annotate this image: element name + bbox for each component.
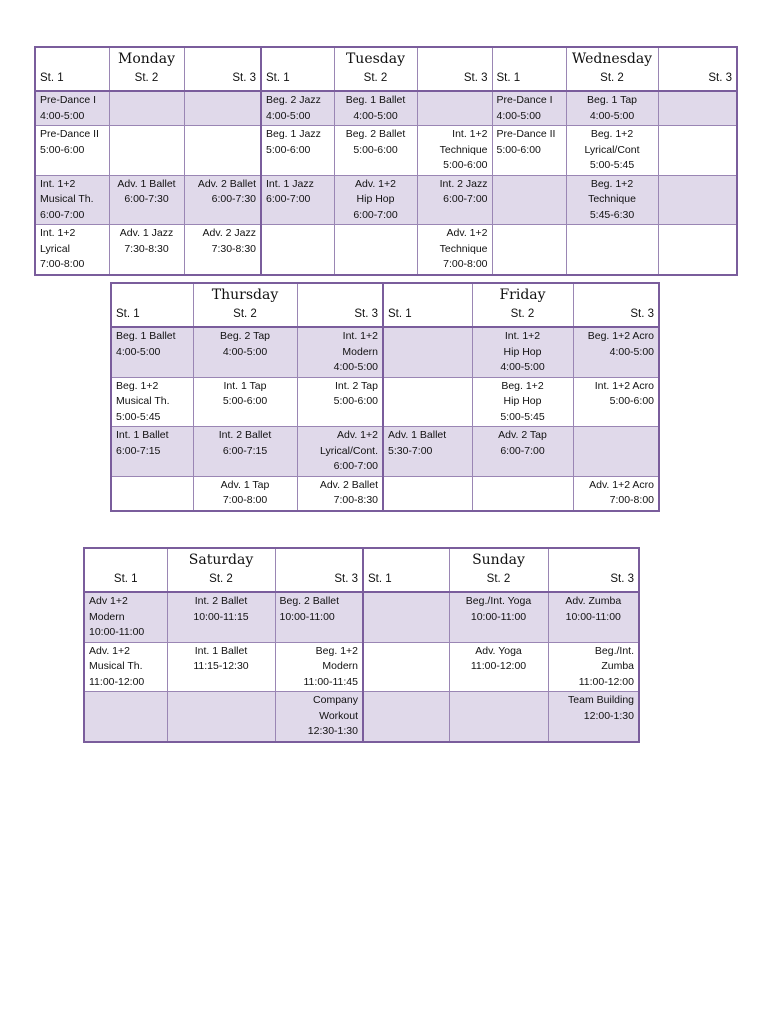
class-cell: Adv. 1 Jazz 7:30-8:30 xyxy=(109,225,184,275)
class-cell xyxy=(167,692,275,742)
class-cell: Int. 1+2 Technique 5:00-6:00 xyxy=(417,126,492,176)
class-cell: Beg. 2 Ballet 5:00-6:00 xyxy=(334,126,417,176)
table-row xyxy=(111,327,659,377)
class-cell: Beg. 1 Tap 4:00-5:00 xyxy=(566,91,658,126)
studio-3-header: St. 3 xyxy=(548,572,639,592)
day-thursday: Thursday xyxy=(193,283,297,307)
class-cell: Adv 1+2 Modern 10:00-11:00 xyxy=(84,592,167,642)
class-cell: Int. 1+2 Lyrical 7:00-8:00 xyxy=(35,225,109,275)
day-sunday: Sunday xyxy=(449,548,548,572)
class-cell: Int. 1+2 Modern 4:00-5:00 xyxy=(297,327,383,377)
class-cell: Pre-Dance I 4:00-5:00 xyxy=(492,91,566,126)
table-row xyxy=(111,377,659,427)
class-cell: Pre-Dance II 5:00-6:00 xyxy=(35,126,109,176)
studio-1-header: St. 1 xyxy=(363,572,449,592)
class-cell: Int. 2 Tap 5:00-6:00 xyxy=(297,377,383,427)
class-cell xyxy=(261,225,334,275)
class-cell xyxy=(184,91,261,126)
studio-2-header: St. 2 xyxy=(193,307,297,327)
day-tuesday: Tuesday xyxy=(334,47,417,71)
class-cell: Int. 2 Ballet 10:00-11:15 xyxy=(167,592,275,642)
table-row xyxy=(84,692,639,742)
class-cell: Beg. 1 Jazz 5:00-6:00 xyxy=(261,126,334,176)
class-cell: Adv. 2 Jazz 7:30-8:30 xyxy=(184,225,261,275)
class-cell: Adv. 1 Tap 7:00-8:00 xyxy=(193,476,297,511)
class-cell xyxy=(573,427,659,477)
class-cell xyxy=(363,692,449,742)
class-cell xyxy=(84,692,167,742)
class-cell xyxy=(383,377,472,427)
studio-2-header: St. 2 xyxy=(449,572,548,592)
table-row xyxy=(35,91,737,126)
studio-3-header: St. 3 xyxy=(184,71,261,91)
day-monday: Monday xyxy=(109,47,184,71)
studio-3-header: St. 3 xyxy=(658,71,737,91)
class-cell: Beg. 1+2 Hip Hop 5:00-5:45 xyxy=(472,377,573,427)
table-row xyxy=(111,476,659,511)
class-cell xyxy=(109,126,184,176)
class-cell xyxy=(334,225,417,275)
class-cell: Beg. 1+2 Lyrical/Cont 5:00-5:45 xyxy=(566,126,658,176)
class-cell: Pre-Dance II 5:00-6:00 xyxy=(492,126,566,176)
class-cell: Company Workout 12:30-1:30 xyxy=(275,692,363,742)
class-cell: Adv. 1+2 Acro 7:00-8:00 xyxy=(573,476,659,511)
class-cell: Beg. 1+2 Acro 4:00-5:00 xyxy=(573,327,659,377)
class-cell: Int. 2 Ballet 6:00-7:15 xyxy=(193,427,297,477)
class-cell: Adv. 1 Ballet 6:00-7:30 xyxy=(109,175,184,225)
class-cell xyxy=(184,126,261,176)
class-cell xyxy=(658,175,737,225)
class-cell xyxy=(363,592,449,642)
studio-3-header: St. 3 xyxy=(417,71,492,91)
class-cell: Beg./Int. Yoga 10:00-11:00 xyxy=(449,592,548,642)
class-cell: Int. 1+2 Musical Th. 6:00-7:00 xyxy=(35,175,109,225)
studio-1-header: St. 1 xyxy=(383,307,472,327)
class-cell: Adv. 1+2 Technique 7:00-8:00 xyxy=(417,225,492,275)
class-cell: Adv. 1+2 Musical Th. 11:00-12:00 xyxy=(84,642,167,692)
class-cell: Adv. Zumba 10:00-11:00 xyxy=(548,592,639,642)
class-cell: Int. 1 Tap 5:00-6:00 xyxy=(193,377,297,427)
class-cell: Adv. 1+2 Hip Hop 6:00-7:00 xyxy=(334,175,417,225)
studio-1-header: St. 1 xyxy=(261,71,334,91)
table-row xyxy=(111,427,659,477)
class-cell: Int. 1 Ballet 6:00-7:15 xyxy=(111,427,193,477)
class-cell xyxy=(363,642,449,692)
class-cell: Int. 1 Ballet 11:15-12:30 xyxy=(167,642,275,692)
studio-2-header: St. 2 xyxy=(566,71,658,91)
class-cell xyxy=(658,225,737,275)
class-cell: Beg. 1+2 Musical Th. 5:00-5:45 xyxy=(111,377,193,427)
class-cell: Beg. 2 Jazz 4:00-5:00 xyxy=(261,91,334,126)
studio-2-header: St. 2 xyxy=(109,71,184,91)
class-cell xyxy=(658,91,737,126)
table-row xyxy=(84,642,639,692)
studio-1-header: St. 1 xyxy=(111,307,193,327)
class-cell: Adv. Yoga 11:00-12:00 xyxy=(449,642,548,692)
table-row xyxy=(84,592,639,642)
class-cell: Beg. 1+2 Technique 5:45-6:30 xyxy=(566,175,658,225)
class-cell: Beg./Int. Zumba 11:00-12:00 xyxy=(548,642,639,692)
class-cell: Int. 1+2 Hip Hop 4:00-5:00 xyxy=(472,327,573,377)
table-row xyxy=(35,175,737,225)
class-cell: Adv. 1+2 Lyrical/Cont. 6:00-7:00 xyxy=(297,427,383,477)
class-cell xyxy=(111,476,193,511)
class-cell xyxy=(109,91,184,126)
class-cell xyxy=(417,91,492,126)
class-cell: Beg. 1 Ballet 4:00-5:00 xyxy=(111,327,193,377)
class-cell: Adv. 1 Ballet 5:30-7:00 xyxy=(383,427,472,477)
class-cell: Pre-Dance I 4:00-5:00 xyxy=(35,91,109,126)
studio-3-header: St. 3 xyxy=(573,307,659,327)
studio-2-header: St. 2 xyxy=(334,71,417,91)
class-cell: Int. 1 Jazz 6:00-7:00 xyxy=(261,175,334,225)
day-friday: Friday xyxy=(472,283,573,307)
schedule-thu-fri xyxy=(110,282,660,512)
studio-3-header: St. 3 xyxy=(297,307,383,327)
day-saturday: Saturday xyxy=(167,548,275,572)
class-cell xyxy=(383,327,472,377)
class-cell: Beg. 1+2 Modern 11:00-11:45 xyxy=(275,642,363,692)
class-cell: Int. 2 Jazz 6:00-7:00 xyxy=(417,175,492,225)
table-row xyxy=(35,225,737,275)
class-cell: Beg. 2 Tap 4:00-5:00 xyxy=(193,327,297,377)
schedule-sat-sun xyxy=(83,547,640,743)
class-cell: Adv. 2 Ballet 6:00-7:30 xyxy=(184,175,261,225)
schedule-mon-tue-wed xyxy=(34,46,738,276)
table-row xyxy=(35,126,737,176)
class-cell xyxy=(383,476,472,511)
class-cell: Beg. 2 Ballet 10:00-11:00 xyxy=(275,592,363,642)
studio-1-header: St. 1 xyxy=(35,71,109,91)
day-wednesday: Wednesday xyxy=(566,47,658,71)
class-cell xyxy=(566,225,658,275)
class-cell xyxy=(449,692,548,742)
studio-1-header: St. 1 xyxy=(492,71,566,91)
studio-1-header: St. 1 xyxy=(84,572,167,592)
class-cell xyxy=(492,175,566,225)
class-cell xyxy=(492,225,566,275)
class-cell xyxy=(472,476,573,511)
class-cell: Adv. 2 Ballet 7:00-8:30 xyxy=(297,476,383,511)
class-cell: Beg. 1 Ballet 4:00-5:00 xyxy=(334,91,417,126)
studio-2-header: St. 2 xyxy=(167,572,275,592)
studio-2-header: St. 2 xyxy=(472,307,573,327)
studio-3-header: St. 3 xyxy=(275,572,363,592)
class-cell: Adv. 2 Tap 6:00-7:00 xyxy=(472,427,573,477)
class-cell: Int. 1+2 Acro 5:00-6:00 xyxy=(573,377,659,427)
class-cell xyxy=(658,126,737,176)
class-cell: Team Building 12:00-1:30 xyxy=(548,692,639,742)
